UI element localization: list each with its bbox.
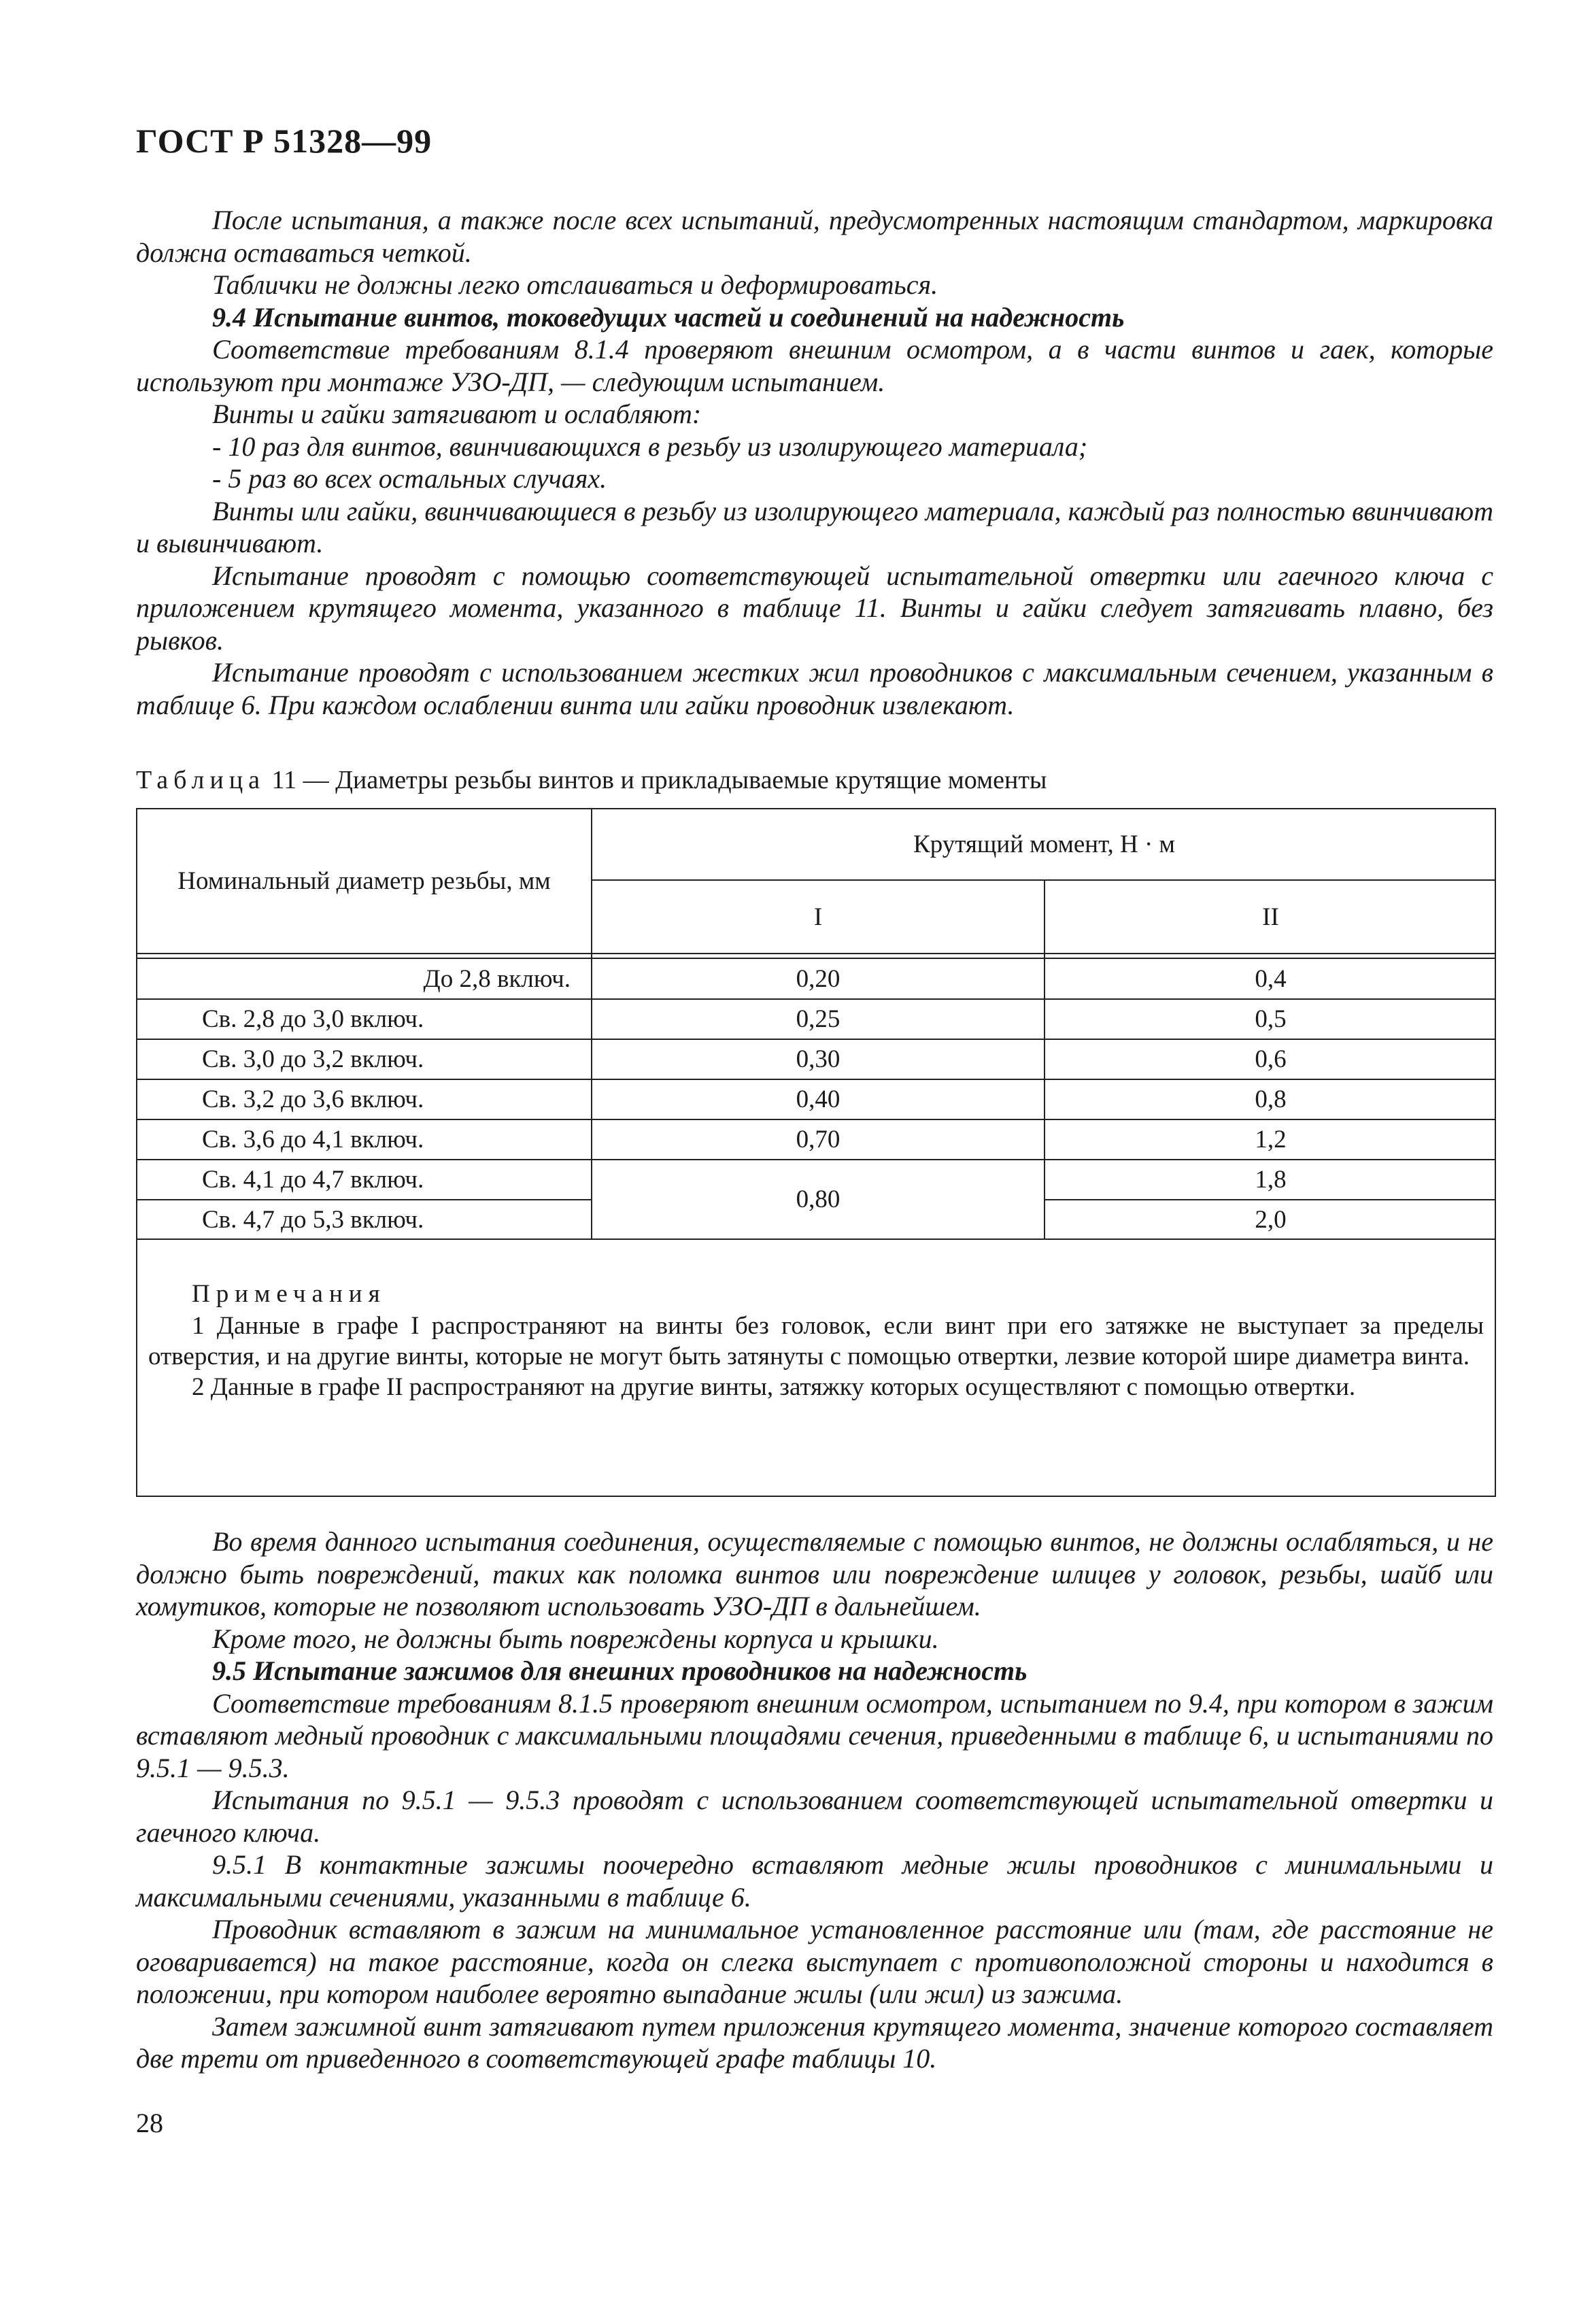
table-cell-diameter: Св. 2,8 до 3,0 включ. [202,1005,424,1033]
paragraph: Во время данного испытания соединения, осуществляемые с помощью винтов, не должны ослабляться, и не должно быть повреждений, таких как поломка винтов или повреждение шлицев у головок, резьбы, шайб или хомутиков, которые не позволяют использовать УЗО-ДП в дальнейшем. [136,1526,1493,1621]
paragraph: Проводник вставляют в зажим на минимальное установленное расстояние или (там, где расстояние не оговаривается) на такое расстояние, когда он слегка выступает с противоположной стороны и находится в положении, при котором наиболее вероятно выпадание жилы (или жил) из зажима. [136,1914,1493,2009]
paragraph: Испытание проводят с использованием жестких жил проводников с максимальным сечением, указанным в таблице 6. При каждом ослаблении винта или гайки проводник извлекают. [136,657,1493,720]
table-header-diameter: Номинальный диаметр резьбы, мм [177,867,551,895]
table-cell-torque-i: 0,25 [796,1005,841,1033]
table-caption-text: 11 — Диаметры резьбы винтов и прикладываемые крутящие моменты [271,766,1047,794]
top-text-block [136,204,1493,721]
paragraph: Таблички не должны легко отслаиваться и деформироваться. [212,269,938,300]
list-item: - 10 раз для винтов, ввинчивающихся в резьбу из изолирующего материала; [212,431,1088,462]
table-cell-torque-ii: 0,6 [1255,1045,1287,1073]
table-caption [136,765,1047,795]
table-cell-diameter: Св. 4,1 до 4,7 включ. [202,1166,424,1194]
paragraph: 9.5.1 В контактные зажимы поочередно вставляют медные жилы проводников с минимальными и максимальными сечениями, указанными в таблице 6. [136,1849,1493,1912]
table-cell-diameter: Св. 3,0 до 3,2 включ. [202,1045,424,1073]
table-cell-torque-i-merged: 0,80 [796,1185,841,1213]
table-cell-torque-ii: 0,8 [1255,1085,1287,1113]
table-cell-torque-ii: 1,8 [1255,1166,1287,1194]
table-cell-torque-i: 0,40 [796,1085,841,1113]
paragraph: Винты или гайки, ввинчивающиеся в резьбу из изолирующего материала, каждый раз полностью ввинчивают и вывинчивают. [136,495,1493,558]
table-cell-torque-ii: 1,2 [1255,1126,1287,1153]
paragraph: Соответствие требованиям 8.1.4 проверяют внешним осмотром, а в части винтов и гаек, которые используют при монтаже УЗО-ДП, — следующим испытанием. [136,334,1493,397]
table-cell-torque-ii: 0,5 [1255,1005,1287,1033]
list-item: - 5 раз во всех остальных случаях. [212,463,607,494]
paragraph: Соответствие требованиям 8.1.5 проверяют внешним осмотром, испытанием по 9.4, при котором в зажим вставляют медный проводник с максимальными площадями сечения, приведенными в таблице 6, и испытаниями по 9.5.1 — 9.5.3. [136,1687,1493,1783]
table-notes [148,1279,1484,1402]
note-item: 1 Данные в графе I распространяют на винты без головок, если винт при его затяжке не выступает за пределы отверстия, и на другие винты, которые не могут быть затянуты с помощью отвертки, лезвие которой шире диаметра винта. [148,1312,1484,1370]
table-cell-torque-i: 0,20 [796,964,841,993]
table-cell-diameter: Св. 3,6 до 4,1 включ. [202,1126,424,1153]
paragraph: Затем зажимной винт затягивают путем приложения крутящего момента, значение которого составляет две трети от приведенного в соответствующей графе таблицы 10. [136,2010,1493,2074]
table-line [137,1238,1496,1240]
table-cell-diameter: До 2,8 включ. [423,964,571,993]
table-cell-torque-ii: 2,0 [1255,1205,1287,1234]
table-cell-torque-i: 0,70 [796,1126,841,1153]
paragraph: Кроме того, не должны быть повреждены корпуса и крышки. [212,1623,939,1654]
paragraph: Испытания по 9.5.1 — 9.5.3 проводят с использованием соответствующей испытательной отвертки и гаечного ключа. [136,1785,1493,1848]
page-number: 28 [136,2108,163,2138]
table-subheader-i: I [813,903,823,931]
section-heading-9-4: 9.4 Испытание винтов, токоведущих частей и соединений на надежность [212,301,1125,333]
paragraph: После испытания, а также после всех испытаний, предусмотренных настоящим стандартом, маркировка должна оставаться четкой. [136,205,1493,268]
table-cell-diameter: Св. 4,7 до 5,3 включ. [202,1205,424,1234]
notes-title: Примечания [192,1280,386,1308]
table-line [137,953,1496,954]
table-caption-label: Таблица [136,766,266,794]
table-cell-torque-ii: 0,4 [1255,964,1287,993]
paragraph: Испытание проводят с помощью соответствующей испытательной отвертки или гаечного ключа с приложением крутящего момента, указанного в таблице 11. Винты и гайки следует затягивать плавно, без рывков. [136,560,1493,656]
table-header-torque: Крутящий момент, Н · м [913,830,1175,858]
table-subheader-ii: II [1262,903,1279,931]
table-cell-diameter: Св. 3,2 до 3,6 включ. [202,1085,424,1113]
torque-table [136,808,1496,1497]
bottom-text-block [136,1526,1493,2075]
paragraph: Винты и гайки затягивают и ослабляют: [212,399,702,429]
table-cell-torque-i: 0,30 [796,1045,841,1073]
note-item: 2 Данные в графе II распространяют на другие винты, затяжку которых осуществляют с помощью отвертки. [192,1373,1356,1401]
document-header: ГОСТ Р 51328—99 [136,122,432,160]
section-heading-9-5: 9.5 Испытание зажимов для внешних проводников на надежность [212,1655,1028,1686]
